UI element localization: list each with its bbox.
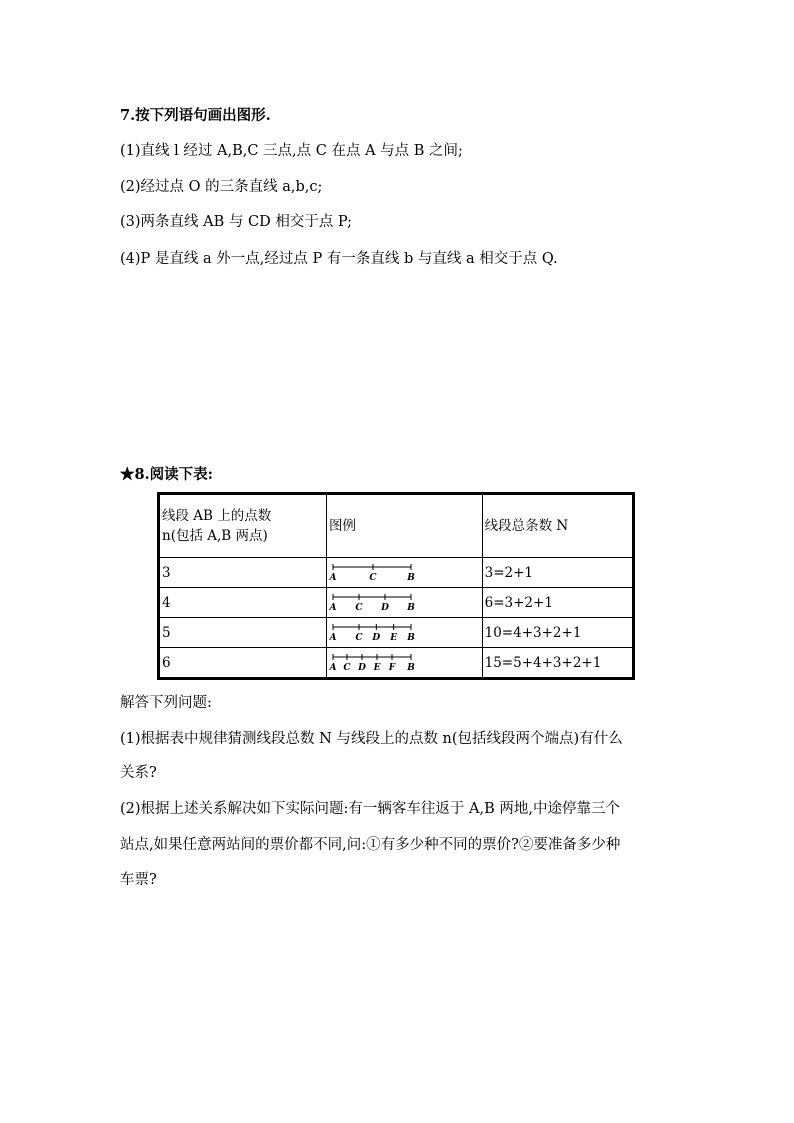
- point-label: F: [388, 662, 396, 673]
- cell-formula: 3=2+1: [482, 558, 633, 588]
- q8-question-1a: (1)根据表中规律猜测线段总数 N 与线段上的点数 n(包括线段两个端点)有什么: [120, 731, 623, 747]
- point-label: A: [329, 662, 337, 673]
- point-label: C: [355, 602, 363, 613]
- cell-formula: 6=3+2+1: [482, 588, 633, 618]
- point-label: C: [343, 662, 351, 673]
- q7-item-4: (4)P 是直线 a 外一点,经过点 P 有一条直线 b 与直线 a 相交于点 Q.: [120, 251, 558, 267]
- q8-question-2a: (2)根据上述关系解决如下实际问题:有一辆客车往返于 A,B 两地,中途停靠三个: [120, 801, 620, 817]
- cell-formula: 10=4+3+2+1: [482, 618, 633, 648]
- table-row: [159, 618, 634, 648]
- segment-diagram: [329, 562, 419, 584]
- point-label: C: [369, 572, 377, 583]
- point-label: E: [390, 632, 398, 643]
- table-header-row: [159, 494, 634, 558]
- point-label: A: [329, 602, 337, 613]
- q8-question-2c: 车票?: [120, 872, 157, 888]
- point-label: B: [407, 602, 415, 613]
- point-label: A: [329, 572, 337, 583]
- header-points-count-line2: n(包括 A,B 两点): [162, 528, 268, 544]
- cell-n: 5: [159, 618, 327, 648]
- point-label: D: [381, 602, 389, 613]
- header-points-count-line1: 线段 AB 上的点数: [162, 508, 272, 524]
- segment-diagram: [329, 622, 419, 644]
- point-label: B: [407, 572, 415, 583]
- cell-n: 3: [159, 558, 327, 588]
- q7-item-1: (1)直线 l 经过 A,B,C 三点,点 C 在点 A 与点 B 之间;: [120, 143, 463, 159]
- cell-diagram: [326, 618, 482, 648]
- point-label: A: [329, 632, 337, 643]
- q7-item-2: (2)经过点 O 的三条直线 a,b,c;: [120, 179, 323, 195]
- table-row: [159, 588, 634, 618]
- point-label: D: [358, 662, 366, 673]
- q7-item-3: (3)两条直线 AB 与 CD 相交于点 P;: [120, 214, 353, 230]
- segment-diagram: [329, 652, 419, 674]
- table-row: [159, 558, 634, 588]
- point-label: D: [372, 632, 381, 643]
- q8-title: ★8.阅读下表:: [120, 466, 213, 483]
- q8-prompt: 解答下列问题:: [120, 695, 212, 711]
- point-label: B: [407, 662, 415, 673]
- cell-diagram: [326, 648, 482, 679]
- cell-diagram: [326, 588, 482, 618]
- q8-question-1b: 关系?: [120, 765, 157, 781]
- q7-title: 7.按下列语句画出图形.: [120, 107, 271, 124]
- points-table: [157, 492, 635, 680]
- point-label: C: [355, 632, 363, 643]
- cell-n: 4: [159, 588, 327, 618]
- table-row: [159, 648, 634, 679]
- header-diagram: 图例: [326, 494, 482, 558]
- q8-question-2b: 站点,如果任意两站间的票价都不同,问:①有多少种不同的票价?②要准备多少种: [120, 837, 621, 853]
- segment-diagram: [329, 592, 419, 614]
- header-segment-total: 线段总条数 N: [482, 494, 633, 558]
- cell-diagram: [326, 558, 482, 588]
- header-points-count: [159, 494, 327, 558]
- cell-formula: 15=5+4+3+2+1: [482, 648, 633, 679]
- point-label: E: [373, 662, 381, 673]
- point-label: B: [407, 632, 415, 643]
- cell-n: 6: [159, 648, 327, 679]
